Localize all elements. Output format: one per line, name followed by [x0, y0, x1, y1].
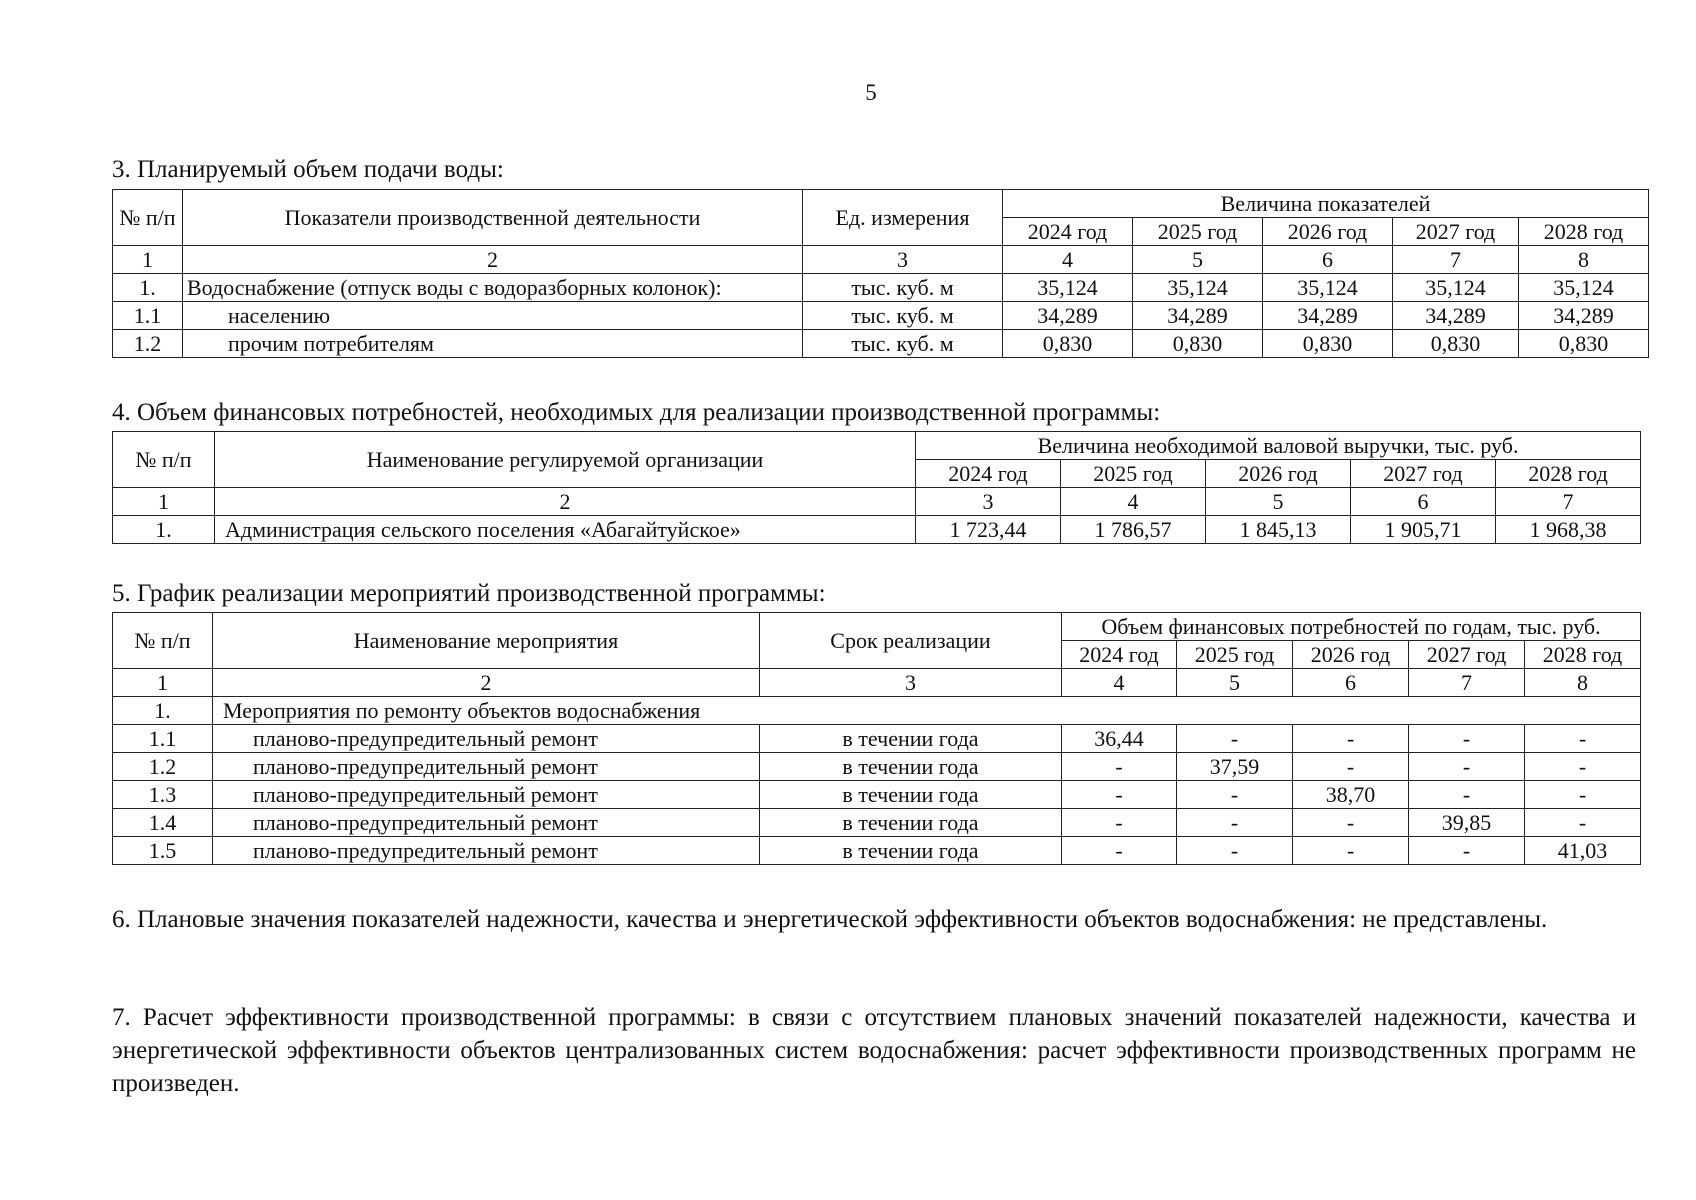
row-value: 0,830 [1003, 330, 1133, 358]
row-value: 1 905,71 [1351, 516, 1496, 544]
row-term: в течении года [760, 725, 1062, 753]
row-value: 34,289 [1133, 302, 1263, 330]
schedule-table [112, 612, 1641, 865]
col-header-year: 2026 год [1293, 641, 1409, 669]
row-value: 34,289 [1519, 302, 1649, 330]
col-header-year: 2025 год [1133, 218, 1263, 246]
col-header-organization: Наименование регулируемой организации [215, 432, 916, 488]
section-7-paragraph: 7. Расчет эффективности производственной программы: в связи с отсутствием плановых значений показателей надежности, качества и энергетической эффективности объектов централизованных систем водоснабжения: расчет эффективности производственных программ не произведен. [112, 1004, 1636, 1097]
col-header-year: 2025 год [1061, 460, 1206, 488]
row-value: - [1177, 837, 1293, 865]
row-value: 1 723,44 [916, 516, 1061, 544]
row-value: 1 968,38 [1496, 516, 1641, 544]
row-value: - [1293, 725, 1409, 753]
col-num: 4 [1062, 669, 1177, 697]
row-value: - [1409, 753, 1525, 781]
col-header-num: № п/п [113, 190, 183, 246]
row-value: - [1177, 809, 1293, 837]
col-header-year: 2025 год [1177, 641, 1293, 669]
row-num: 1.4 [113, 809, 213, 837]
row-num: 1.3 [113, 781, 213, 809]
table-row [113, 516, 1641, 544]
row-value: 36,44 [1062, 725, 1177, 753]
row-num: 1.2 [113, 330, 183, 358]
row-name: населению [183, 302, 803, 330]
row-num: 1.1 [113, 725, 213, 753]
col-header-unit: Ед. измерения [803, 190, 1003, 246]
col-num: 4 [1061, 488, 1206, 516]
table-row [113, 725, 1641, 753]
col-num: 5 [1206, 488, 1351, 516]
col-num: 1 [113, 488, 215, 516]
col-num: 3 [916, 488, 1061, 516]
row-value: 35,124 [1519, 274, 1649, 302]
row-name: планово-предупредительный ремонт [213, 725, 760, 753]
col-num: 7 [1409, 669, 1525, 697]
row-value: - [1525, 753, 1641, 781]
section-3-heading: 3. Планируемый объем подачи воды: [112, 156, 504, 183]
row-value: 34,289 [1393, 302, 1519, 330]
col-num: 5 [1133, 246, 1263, 274]
group-row [113, 697, 1641, 725]
row-num: 1.1 [113, 302, 183, 330]
col-header-year: 2028 год [1496, 460, 1641, 488]
table-row [113, 753, 1641, 781]
column-number-row [113, 246, 1649, 274]
col-header-year: 2028 год [1525, 641, 1641, 669]
col-num: 2 [183, 246, 803, 274]
row-value: - [1177, 781, 1293, 809]
col-header-year: 2024 год [916, 460, 1061, 488]
row-value: - [1409, 781, 1525, 809]
col-num: 6 [1351, 488, 1496, 516]
row-value: 41,03 [1525, 837, 1641, 865]
table-row [113, 809, 1641, 837]
row-term: в течении года [760, 837, 1062, 865]
row-value: 1 786,57 [1061, 516, 1206, 544]
row-value: 35,124 [1263, 274, 1393, 302]
col-num: 3 [803, 246, 1003, 274]
row-value: - [1062, 809, 1177, 837]
col-num: 5 [1177, 669, 1293, 697]
row-num: 1.5 [113, 837, 213, 865]
water-supply-table [112, 189, 1649, 358]
row-value: 0,830 [1133, 330, 1263, 358]
row-name: планово-предупредительный ремонт [213, 837, 760, 865]
row-value: - [1525, 809, 1641, 837]
row-name: планово-предупредительный ремонт [213, 753, 760, 781]
row-value: - [1062, 753, 1177, 781]
col-header-year: 2026 год [1206, 460, 1351, 488]
row-name: прочим потребителям [183, 330, 803, 358]
col-header-year: 2028 год [1519, 218, 1649, 246]
col-num: 7 [1496, 488, 1641, 516]
col-header-year: 2027 год [1393, 218, 1519, 246]
row-value: 0,830 [1263, 330, 1393, 358]
row-value: - [1409, 837, 1525, 865]
row-term: в течении года [760, 753, 1062, 781]
row-name: планово-предупредительный ремонт [213, 809, 760, 837]
col-num: 3 [760, 669, 1062, 697]
row-name: Мероприятия по ремонту объектов водоснабжения [213, 697, 1641, 725]
col-header-year: 2024 год [1003, 218, 1133, 246]
col-header-group: Объем финансовых потребностей по годам, тыс. руб. [1062, 613, 1641, 641]
table-row [113, 302, 1649, 330]
col-header-term: Срок реализации [760, 613, 1062, 669]
col-num: 8 [1519, 246, 1649, 274]
page-number: 5 [865, 80, 877, 105]
row-term: в течении года [760, 781, 1062, 809]
col-header-num: № п/п [113, 432, 215, 488]
section-4-heading: 4. Объем финансовых потребностей, необходимых для реализации производственной программы: [112, 399, 1161, 426]
column-number-row [113, 669, 1641, 697]
col-num: 4 [1003, 246, 1133, 274]
table-row [113, 330, 1649, 358]
table-row [113, 274, 1649, 302]
row-value: - [1062, 837, 1177, 865]
row-value: - [1525, 725, 1641, 753]
col-num: 6 [1263, 246, 1393, 274]
row-value: - [1525, 781, 1641, 809]
row-value: 35,124 [1003, 274, 1133, 302]
row-unit: тыс. куб. м [803, 302, 1003, 330]
column-number-row [113, 488, 1641, 516]
row-num: 1. [113, 697, 213, 725]
row-value: 35,124 [1133, 274, 1263, 302]
financial-needs-table [112, 431, 1641, 544]
row-value: 35,124 [1393, 274, 1519, 302]
row-num: 1. [113, 274, 183, 302]
col-num: 2 [213, 669, 760, 697]
row-value: - [1293, 837, 1409, 865]
col-header-num: № п/п [113, 613, 213, 669]
row-name: Водоснабжение (отпуск воды с водоразборных колонок): [183, 274, 803, 302]
col-header-group: Величина необходимой валовой выручки, тыс. руб. [916, 432, 1641, 460]
row-value: 0,830 [1519, 330, 1649, 358]
row-num: 1.2 [113, 753, 213, 781]
table-row [113, 781, 1641, 809]
col-num: 8 [1525, 669, 1641, 697]
section-6-paragraph: 6. Плановые значения показателей надежности, качества и энергетической эффективности объектов водоснабжения: не представлены. [112, 906, 1548, 933]
row-term: в течении года [760, 809, 1062, 837]
row-value: 1 845,13 [1206, 516, 1351, 544]
row-value: 37,59 [1177, 753, 1293, 781]
row-value: 38,70 [1293, 781, 1409, 809]
section-5-heading: 5. График реализации мероприятий производственной программы: [112, 580, 826, 607]
row-value: - [1062, 781, 1177, 809]
col-header-year: 2026 год [1263, 218, 1393, 246]
col-header-year: 2027 год [1409, 641, 1525, 669]
col-num: 6 [1293, 669, 1409, 697]
row-value: 34,289 [1263, 302, 1393, 330]
col-num: 2 [215, 488, 916, 516]
row-num: 1. [113, 516, 215, 544]
col-num: 1 [113, 669, 213, 697]
row-value: - [1293, 809, 1409, 837]
row-value: 39,85 [1409, 809, 1525, 837]
row-value: - [1293, 753, 1409, 781]
col-num: 1 [113, 246, 183, 274]
row-name: планово-предупредительный ремонт [213, 781, 760, 809]
col-header-year: 2027 год [1351, 460, 1496, 488]
col-header-activity: Наименование мероприятия [213, 613, 760, 669]
row-unit: тыс. куб. м [803, 274, 1003, 302]
table-row [113, 837, 1641, 865]
col-header-indicator: Показатели производственной деятельности [183, 190, 803, 246]
row-value: 34,289 [1003, 302, 1133, 330]
row-name: Администрация сельского поселения «Абагайтуйское» [215, 516, 916, 544]
row-value: 0,830 [1393, 330, 1519, 358]
row-unit: тыс. куб. м [803, 330, 1003, 358]
col-num: 7 [1393, 246, 1519, 274]
row-value: - [1177, 725, 1293, 753]
col-header-year: 2024 год [1062, 641, 1177, 669]
col-header-group: Величина показателей [1003, 190, 1649, 218]
row-value: - [1409, 725, 1525, 753]
